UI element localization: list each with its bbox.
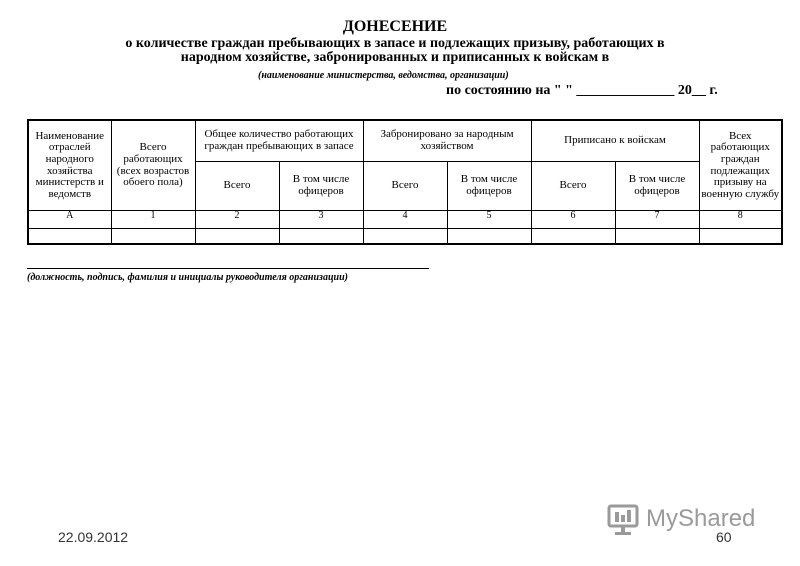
subheader-assigned-all: Всего [531, 162, 615, 211]
myshared-logo [606, 503, 766, 537]
header-reserve-total: Общее количество работающих граждан пребывающих в запасе [195, 120, 363, 162]
index-cell: 6 [531, 211, 615, 229]
data-cell[interactable] [111, 229, 195, 245]
footer-date: 22.09.2012 [58, 529, 129, 545]
page-number: 60 [716, 529, 732, 545]
document-title: ДОНЕСЕНИЕ [342, 18, 448, 35]
presentation-board-icon [606, 503, 642, 537]
logo-text: MyShared [646, 505, 756, 532]
subheader-reserved-all: Всего [363, 162, 447, 211]
header-industry: Наименование отраслей народного хозяйства министерств и ведомств [28, 120, 111, 211]
data-cell[interactable] [195, 229, 279, 245]
index-cell: 8 [699, 211, 782, 229]
document-subtitle-line-2: народном хозяйстве, забронированных и приписанных к войскам в [180, 50, 610, 65]
index-cell: 7 [615, 211, 699, 229]
table-row [28, 229, 782, 245]
signature-line [27, 268, 429, 269]
index-cell: 3 [279, 211, 363, 229]
header-assigned: Приписано к войскам [531, 120, 699, 162]
data-cell[interactable] [699, 229, 782, 245]
header-conscription: Всех работающих граждан подлежащих призыву на военную службу [699, 120, 782, 211]
data-cell[interactable] [615, 229, 699, 245]
subheader-assigned-officers: В том числе офицеров [615, 162, 699, 211]
index-cell: 5 [447, 211, 531, 229]
signature-note: (должность, подпись, фамилия и инициалы руководителя организации) [27, 272, 348, 283]
data-cell[interactable] [531, 229, 615, 245]
header-total-employed: Всего работающих (всех возрастов обоего пола) [111, 120, 195, 211]
organization-note: (наименование министерства, ведомства, организации) [258, 70, 509, 81]
data-cell[interactable] [447, 229, 531, 245]
subheader-reserved-officers: В том числе офицеров [447, 162, 531, 211]
index-cell: А [28, 211, 111, 229]
as-of-date-line: по состоянию на " " ______________ 20__ г. [446, 83, 718, 98]
report-table [27, 119, 783, 245]
data-cell[interactable] [279, 229, 363, 245]
data-cell[interactable] [28, 229, 111, 245]
subheader-reserve-officers: В том числе офицеров [279, 162, 363, 211]
document-subtitle-line-1: о количестве граждан пребывающих в запасе и подлежащих призыву, работающих в [125, 36, 665, 51]
data-cell[interactable] [363, 229, 447, 245]
subheader-reserve-all: Всего [195, 162, 279, 211]
index-cell: 2 [195, 211, 279, 229]
index-cell: 1 [111, 211, 195, 229]
index-cell: 4 [363, 211, 447, 229]
header-reserved: Забронировано за народным хозяйством [363, 120, 531, 162]
